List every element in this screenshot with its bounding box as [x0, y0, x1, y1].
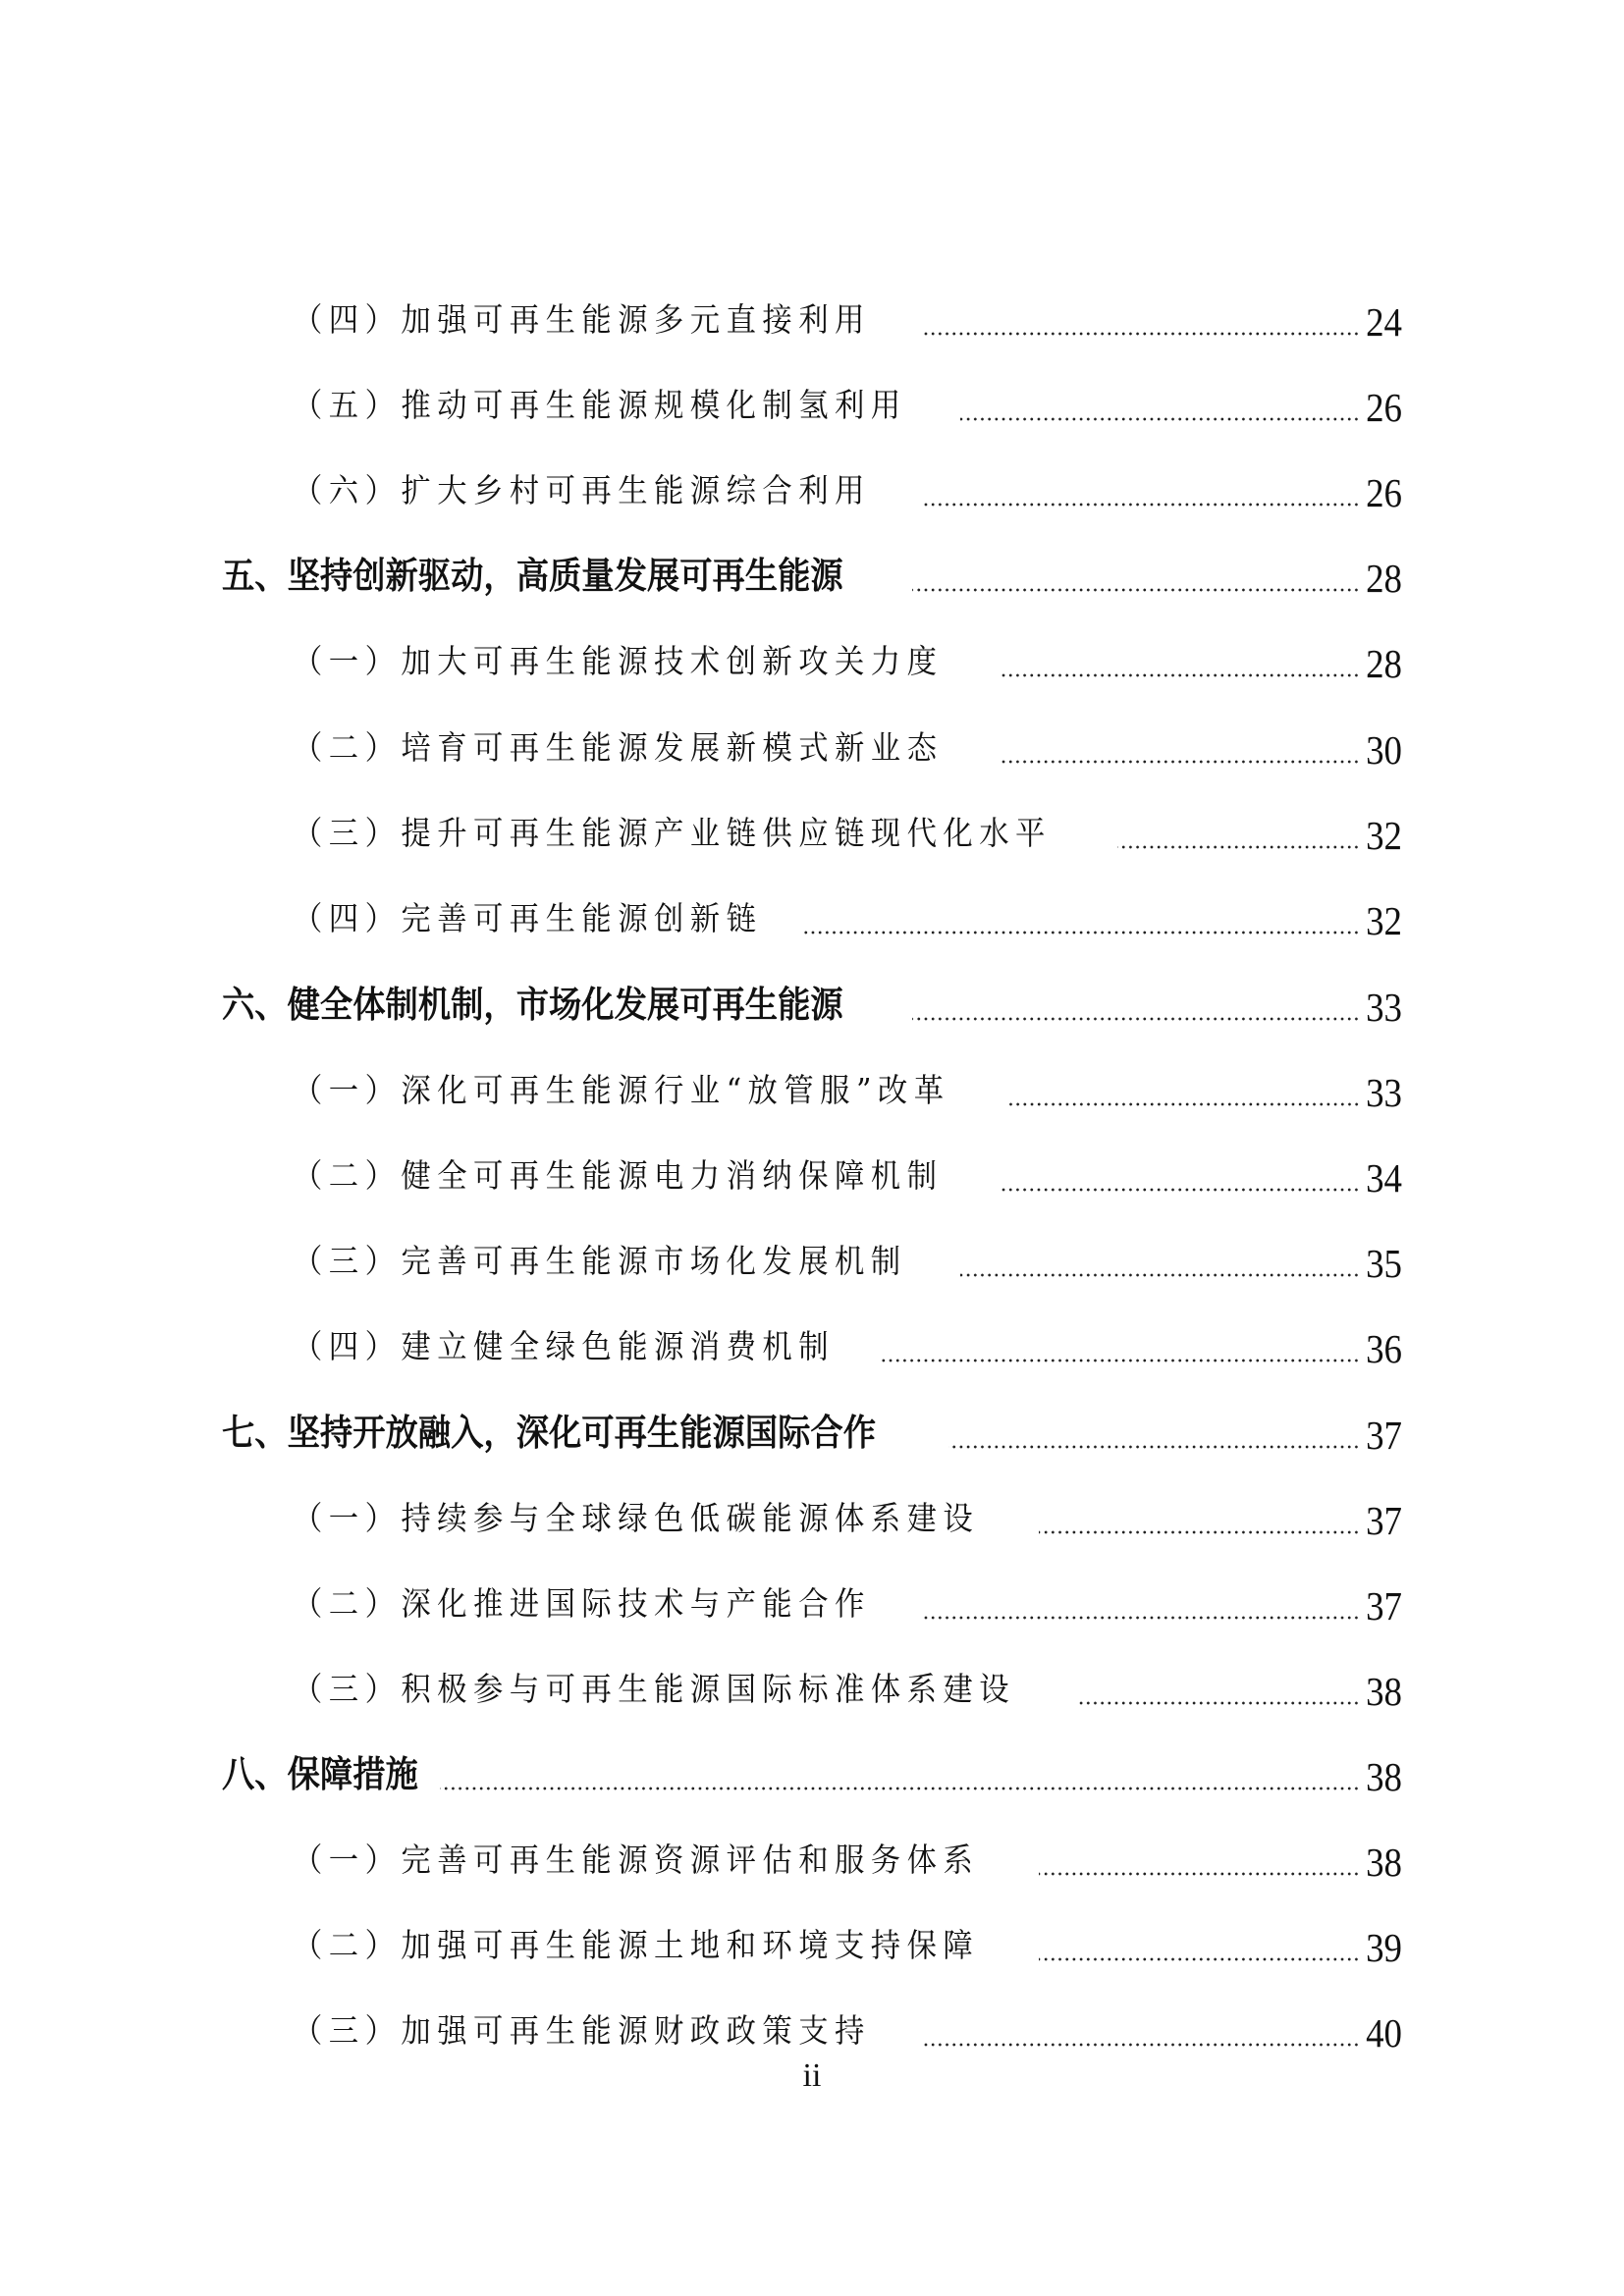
toc-entry[interactable] [293, 372, 1402, 431]
toc-entry[interactable] [293, 457, 1402, 516]
toc-entry[interactable] [293, 800, 1402, 859]
dot-leader [1000, 760, 1360, 764]
dot-leader [803, 931, 1360, 934]
toc-entry[interactable] [293, 715, 1402, 774]
toc-entry[interactable] [293, 1656, 1402, 1715]
toc-entry[interactable] [293, 1228, 1402, 1287]
toc-entry[interactable] [293, 1827, 1402, 1886]
dot-leader [1117, 845, 1360, 849]
dot-leader [948, 1445, 1360, 1449]
toc-entry[interactable] [293, 1143, 1402, 1201]
toc-entry-page: 38 [1366, 1754, 1402, 1799]
toc-entry-page: 37 [1366, 1413, 1402, 1458]
dot-leader [1078, 1701, 1360, 1705]
toc-chapter[interactable] [222, 1400, 1402, 1459]
toc-entry-label: （六）扩大乡村可再生能源综合利用 [293, 471, 871, 509]
dot-leader [960, 1273, 1360, 1277]
dot-leader [1039, 1957, 1360, 1961]
toc-entry-page: 33 [1366, 985, 1402, 1030]
toc-entry-page: 38 [1366, 1669, 1402, 1714]
toc-entry-label: （三）加强可再生能源财政政策支持 [293, 2011, 871, 2050]
toc-entry-page: 26 [1366, 470, 1402, 515]
toc-entry[interactable] [293, 1057, 1402, 1116]
toc-entry[interactable] [293, 287, 1402, 346]
dot-leader [921, 332, 1360, 336]
toc-entry-page: 35 [1366, 1241, 1402, 1286]
dot-leader [921, 1616, 1360, 1620]
toc-entry-label: （二）深化推进国际技术与产能合作 [293, 1584, 871, 1623]
toc-entry-label: （四）加强可再生能源多元直接利用 [293, 300, 871, 339]
toc-entry-label: （三）积极参与可再生能源国际标准体系建设 [293, 1670, 1015, 1708]
toc-entry-label: （一）深化可再生能源行业“放管服”改革 [293, 1071, 950, 1109]
toc-entry-page: 34 [1366, 1155, 1402, 1201]
dot-leader [1039, 1530, 1360, 1534]
toc-entry-label: （五）推动可再生能源规模化制氢利用 [293, 386, 907, 424]
toc-entry-label: （四）建立健全绿色能源消费机制 [293, 1327, 835, 1365]
toc-entry[interactable] [293, 1998, 1402, 2056]
toc-entry[interactable] [293, 1912, 1402, 1971]
toc-entry-page: 37 [1366, 1498, 1402, 1543]
toc-entry-page: 30 [1366, 727, 1402, 773]
toc-entry-label: （三）提升可再生能源产业链供应链现代化水平 [293, 814, 1052, 852]
dot-leader [882, 1359, 1360, 1362]
toc-entry-label: （三）完善可再生能源市场化发展机制 [293, 1242, 907, 1280]
toc-entry-page: 39 [1366, 1925, 1402, 1970]
toc-entry[interactable] [293, 885, 1402, 944]
toc-entry-page: 28 [1366, 556, 1402, 601]
toc-entry-page: 38 [1366, 1840, 1402, 1885]
toc-entry-page: 36 [1366, 1326, 1402, 1371]
toc-entry-label: （一）持续参与全球绿色低碳能源体系建设 [293, 1499, 980, 1537]
toc-chapter[interactable] [222, 1741, 1402, 1800]
toc-chapter-label: 八、保障措施 [222, 1753, 418, 1795]
dot-leader [1000, 1188, 1360, 1192]
toc-entry-page: 32 [1366, 813, 1402, 858]
toc-chapter-label: 五、坚持创新驱动，高质量发展可再生能源 [222, 555, 843, 597]
toc-entry[interactable] [293, 628, 1402, 687]
toc-entry[interactable] [293, 1571, 1402, 1629]
toc-chapter-label: 六、健全体制机制，市场化发展可再生能源 [222, 984, 843, 1026]
toc-entry-label: （二）培育可再生能源发展新模式新业态 [293, 728, 944, 767]
dot-leader [1039, 1872, 1360, 1876]
dot-leader [960, 417, 1360, 421]
dot-leader [921, 503, 1360, 507]
toc-entry-page: 37 [1366, 1583, 1402, 1629]
toc-entry-label: （一）加大可再生能源技术创新攻关力度 [293, 642, 944, 680]
dot-leader [440, 1787, 1360, 1790]
toc-entry-label: （二）健全可再生能源电力消纳保障机制 [293, 1156, 944, 1195]
toc-entry-page: 24 [1366, 299, 1402, 345]
dot-leader [921, 2043, 1360, 2047]
toc-chapter-label: 七、坚持开放融入，深化可再生能源国际合作 [222, 1412, 876, 1454]
page-number: ii [802, 2057, 822, 2094]
toc-entry-page: 26 [1366, 385, 1402, 430]
toc-entry-label: （四）完善可再生能源创新链 [293, 899, 763, 937]
toc-entry[interactable] [293, 1313, 1402, 1372]
toc-entry-page: 28 [1366, 641, 1402, 686]
toc-entry[interactable] [293, 1485, 1402, 1544]
dot-leader [1007, 1102, 1360, 1106]
toc-entry-page: 40 [1366, 2010, 1402, 2056]
toc-entry-page: 33 [1366, 1070, 1402, 1115]
dot-leader [912, 588, 1360, 592]
toc-entry-label: （一）完善可再生能源资源评估和服务体系 [293, 1841, 980, 1879]
toc-entry-page: 32 [1366, 898, 1402, 943]
toc-entry-label: （二）加强可再生能源土地和环境支持保障 [293, 1926, 980, 1964]
dot-leader [912, 1017, 1360, 1021]
dot-leader [1000, 673, 1360, 677]
toc-chapter[interactable] [222, 543, 1402, 602]
toc-chapter[interactable] [222, 972, 1402, 1031]
